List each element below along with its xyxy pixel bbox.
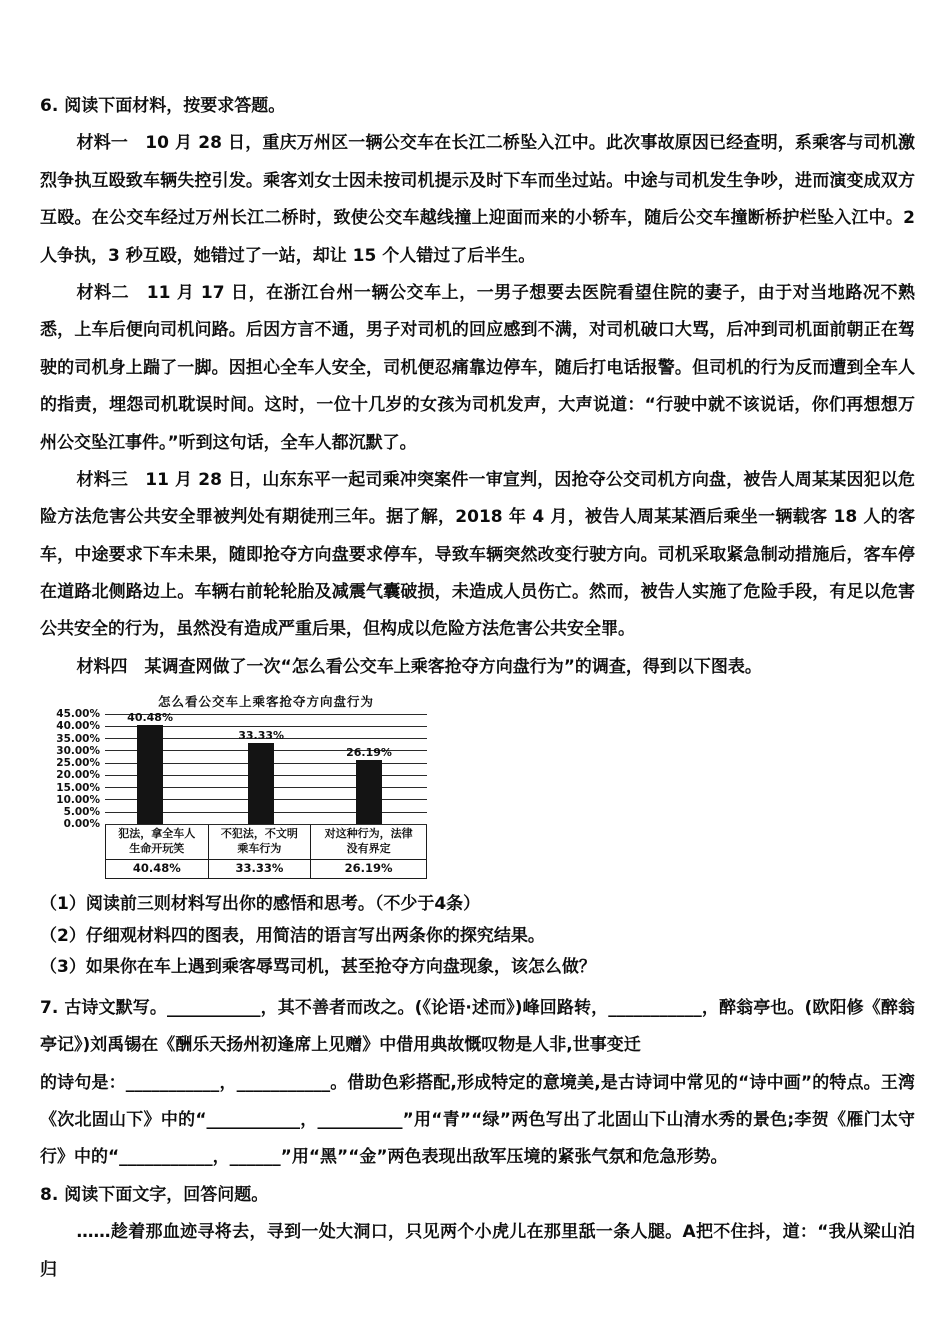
survey-bar-chart (55, 692, 427, 879)
chart-y-tick: 30.00% (56, 744, 100, 757)
q6-sub-question-3: （3）如果你在车上遇到乘客辱骂司机，甚至抢夺方向盘现象，该怎么做？ (40, 957, 596, 978)
q6-sub-question-2: （2）仔细观材料四的图表，用简洁的语言写出两条你的探究结果。 (40, 925, 545, 946)
question-6-header: 6. 阅读下面材料，按要求答题。 (40, 96, 286, 116)
chart-y-tick: 15.00% (56, 781, 100, 794)
q8-passage: ……趁着那血迹寻将去，寻到一处大洞口，只见两个小虎儿在那里舐一条人腿。A把不住抖，道：“我从梁山泊归 (40, 1222, 915, 1280)
chart-category-cell: 不犯法，不文明 乘车行为 (208, 825, 311, 860)
chart-value-cell: 40.48% (106, 859, 209, 879)
q6-sub-questions (40, 889, 915, 983)
q6-sub-question-1: （1）阅读前三则材料写出你的感悟和思考。（不少于4条） (40, 894, 481, 915)
chart-category-table (105, 824, 427, 879)
chart-bar-value-label: 26.19% (346, 746, 392, 760)
chart-bar (356, 760, 382, 824)
q6-material-1: 材料一 10 月 28 日，重庆万州区一辆公交车在长江二桥坠入江中。此次事故原因已经查明，系乘客与司机激烈争执互殴致车辆失控引发。乘客刘女士因未按司机提示及时下车而坐过站。中途与司机发生争吵，进而演变成双方互殴。在公交车经过万州长江二桥时，致使公交车越线撞上迎面而来的小轿车，随后公交车撞断桥护栏坠入江中。2 人争执，3 秒互殴，她错过了一站，却让 15 个人错过了后半生。 (40, 133, 915, 266)
chart-y-tick: 20.00% (56, 769, 100, 782)
chart-y-tick: 40.00% (56, 720, 100, 733)
chart-y-tick: 10.00% (56, 793, 100, 806)
chart-table-row (55, 824, 427, 879)
chart-y-tick: 35.00% (56, 732, 100, 745)
q6-material-2: 材料二 11 月 17 日，在浙江台州一辆公交车上，一男子想要去医院看望住院的妻子，由于对当地路况不熟悉，上车后便向司机问路。后因方言不通，男子对司机的回应感到不满，对司机破口大骂，后冲到司机面前朝正在驾驶的司机身上踹了一脚。因担心全车人安全，司机便忍痛靠边停车，随后打电话报警。但司机的行为反而遭到全车人的指责，埋怨司机耽误时间。这时，一位十几岁的女孩为司机发声，大声说道：“行驶中就不该说话，你们再想想万州公交坠江事件。”听到这句话，全车人都沉默了。 (40, 282, 915, 453)
question-7-part-2: 的诗句是：___________，___________。借助色彩搭配,形成特定的意境美,是古诗词中常见的“诗中画”的特点。王湾《次北固山下》中的“___________，__________”用“青”“绿”两色写出了北固山下山清水秀的景色;李贺《雁门太守行》中的“___________，______”用“黑”“金”两色表现出敌军压境的紧张气氛和危急形势。 (40, 1072, 915, 1168)
chart-bar-value-label: 40.48% (127, 711, 173, 725)
chart-category-cell: 对这种行为，法律 没有界定 (311, 825, 427, 860)
question-8-header: 8. 阅读下面文字，回答问题。 (40, 1184, 269, 1205)
chart-body (55, 708, 427, 831)
chart-y-axis (55, 708, 105, 831)
chart-bar-value-label: 33.33% (238, 728, 285, 742)
q6-material-3: 材料三 11 月 28 日，山东东平一起司乘冲突案件一审宣判，因抢夺公交司机方向盘，被告人周某某因犯以危险方法危害公共安全罪被判处有期徒刑三年。据了解，2018 年 4 月，被告人周某某酒后乘坐一辆载客 18 人的客车，中途要求下车未果，随即抢夺方向盘要求停车，导致车辆突然改变行驶方向。司机采取紧急制动措施后，客车停在道路北侧路边上。车辆右前轮轮胎及减震气囊破损，未造成人员伤亡。然而，被告人实施了危险手段，有足以危害公共安全的行为，虽然没有造成严重后果，但构成以危险方法危害公共安全罪。 (40, 469, 915, 640)
chart-bar (248, 743, 274, 824)
chart-value-cell: 26.19% (311, 859, 427, 879)
chart-bar (137, 725, 163, 824)
chart-y-tick: 45.00% (56, 708, 100, 721)
question-7-part-1: 7. 古诗文默写。___________，其不善者而改之。(《论语·述而》)峰回路转，___________，醉翁亭也。(欧阳修《醉翁亭记》)刘禹锡在《酬乐天扬州初逢席上见赠》中借用典故慨叹物是人非,世事变迁 (40, 997, 915, 1056)
chart-axis-spacer (55, 824, 105, 879)
chart-y-tick: 25.00% (56, 757, 100, 770)
chart-title: 怎么看公交车上乘客抢夺方向盘行为 (157, 694, 374, 710)
q6-material-4: 材料四 某调查网做了一次“怎么看公交车上乘客抢夺方向盘行为”的调查，得到以下图表。 (76, 656, 762, 677)
chart-category-cell: 犯法，拿全车人 生命开玩笑 (106, 825, 209, 860)
chart-value-cell: 33.33% (208, 859, 311, 879)
chart-y-tick: 0.00% (63, 818, 100, 831)
chart-y-tick: 5.00% (63, 806, 100, 819)
chart-plot-area (105, 711, 427, 824)
